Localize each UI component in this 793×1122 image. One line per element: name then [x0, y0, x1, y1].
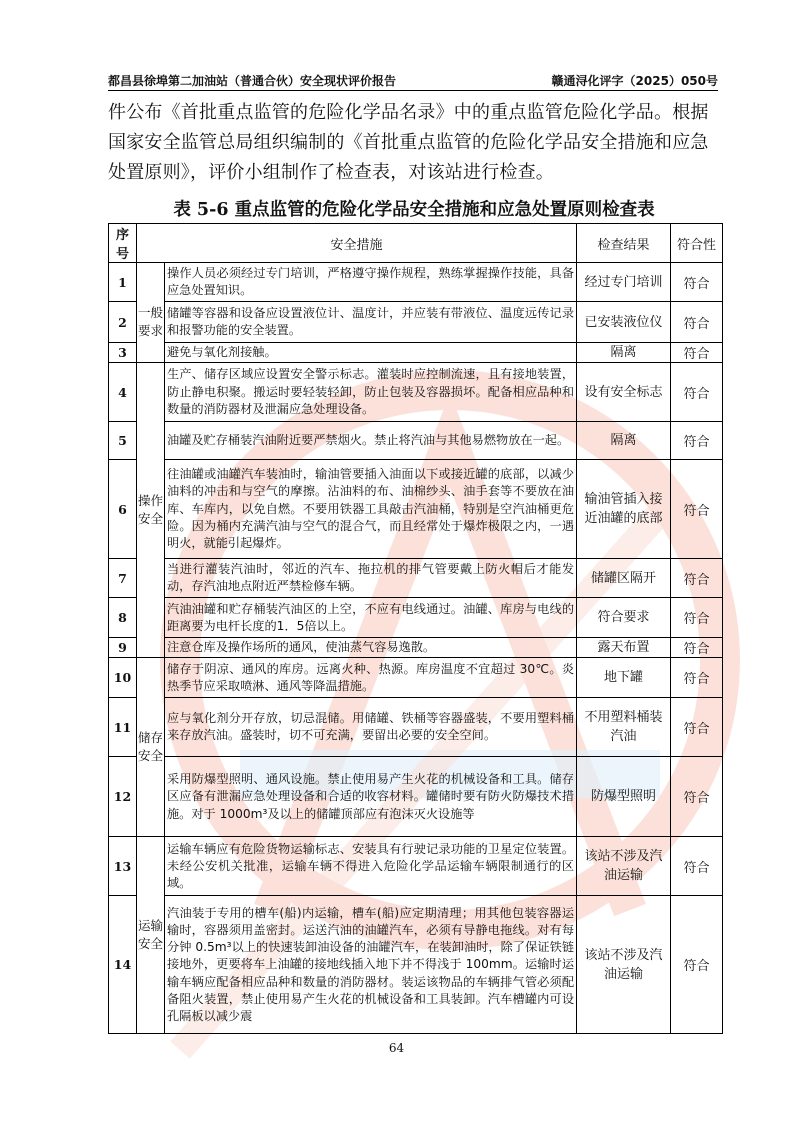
- row-result: 隔离: [577, 422, 671, 460]
- header-measure: 安全措施: [137, 224, 577, 263]
- table-row: [109, 343, 723, 363]
- row-measure: 汽油装于专用的槽车(船)内运输，槽车(船)应定期清理；用其他包装容器运输时，容器须用盖密封。运送汽油的油罐汽车，必须有导静电拖线。对有每分钟 0.5m³以上的快速装卸油设备的油罐汽车，在装卸油时，除了保证铁链接地外，更要将车上油罐的接地线插入地下并不得浅于 100mm。运输时运输车辆应配备相应品种和数量的消防器材。装运该物品的车辆排气管必须配备阻火装置，禁止使用易产生火花的机械设备和工具装卸。汽车槽罐内可设孔隔板以减少震: [165, 896, 577, 1034]
- page-header: [108, 70, 718, 91]
- header-seq: 序号: [109, 224, 137, 263]
- row-measure: 往油罐或油罐汽车装油时，输油管要插入油面以下或接近罐的底部，以减少油料的冲击和与空气的摩擦。沾油料的布、油棉纱头、油手套等不要放在油库、车库内，以免自燃。不要用铁器工具敲击汽油桶，特别是空汽油桶更危险。因为桶内充满汽油与空气的混合气，而且经常处于爆炸极限之内，一遇明火，就能引起爆炸。: [165, 460, 577, 559]
- row-measure: 应与氧化剂分开存放，切忌混储。用储罐、铁桶等容器盛装，不要用塑料桶来存放汽油。盛装时，切不可充满，要留出必要的安全空间。: [165, 698, 577, 757]
- row-no: 4: [109, 363, 137, 422]
- row-measure: 生产、储存区域应设置安全警示标志。灌装时应控制流速，且有接地装置，防止静电积聚。搬运时要轻装轻卸，防止包装及容器损坏。配备相应品种和数量的消防器材及泄漏应急处理设备。: [165, 363, 577, 422]
- row-no: 10: [109, 658, 137, 698]
- row-measure: 采用防爆型照明、通风设施。禁止使用易产生火花的机械设备和工具。储存区应备有泄漏应急处理设备和合适的收容材料。罐储时要有防火防爆技术措施。对于 1000m³及以上的储罐顶部应有泡沫灭火设施等: [165, 757, 577, 837]
- row-result: 符合要求: [577, 598, 671, 638]
- row-conformity: 符合: [671, 302, 723, 343]
- group-operation: [137, 363, 165, 658]
- row-conformity: 符合: [671, 757, 723, 837]
- row-no: 2: [109, 302, 137, 343]
- table-row: [109, 757, 723, 837]
- row-result: 不用塑料桶装汽油: [577, 698, 671, 757]
- table-header-row: [109, 224, 723, 263]
- row-result: 隔离: [577, 343, 671, 363]
- row-result: 该站不涉及汽油运输: [577, 837, 671, 896]
- group-label: 储存安全: [137, 730, 163, 764]
- row-conformity: 符合: [671, 658, 723, 698]
- row-no: 11: [109, 698, 137, 757]
- row-measure: 当进行灌装汽油时，邻近的汽车、拖拉机的排气管要戴上防火帽后才能发动，存汽油地点附近严禁检修车辆。: [165, 559, 577, 598]
- row-no: 12: [109, 757, 137, 837]
- table-row: [109, 698, 723, 757]
- report-number: 赣通浔化评字（2025）050号: [551, 74, 718, 88]
- row-conformity: 符合: [671, 698, 723, 757]
- row-measure: 储存于阴凉、通风的库房。远离火种、热源。库房温度不宜超过 30℃。炎热季节应采取喷淋、通风等降温措施。: [165, 658, 577, 698]
- row-result: 地下罐: [577, 658, 671, 698]
- row-conformity: 符合: [671, 598, 723, 638]
- row-measure: 运输车辆应有危险货物运输标志、安装具有行驶记录功能的卫星定位装置。未经公安机关批准，运输车辆不得进入危险化学品运输车辆限制通行的区域。: [165, 837, 577, 896]
- row-no: 8: [109, 598, 137, 638]
- row-no: 3: [109, 343, 137, 363]
- row-no: 5: [109, 422, 137, 460]
- table-caption: 表 5-6 重点监管的危险化学品安全措施和应急处置原则检查表: [173, 200, 655, 220]
- header-result: 检查结果: [577, 224, 671, 263]
- table-row: [109, 638, 723, 658]
- table-row: [109, 302, 723, 343]
- row-result: 防爆型照明: [577, 757, 671, 837]
- row-no: 14: [109, 896, 137, 1034]
- row-measure: 操作人员必须经过专门培训，严格遵守操作规程，熟练掌握操作技能，具备应急处置知识。: [165, 263, 577, 302]
- group-label: 一般要求: [137, 304, 163, 338]
- group-label: 运输安全: [137, 918, 163, 952]
- page-number: 64: [388, 1041, 405, 1055]
- row-result: 已安装液位仪: [577, 302, 671, 343]
- group-transport: [137, 837, 165, 1034]
- row-result: 输油管插入接近油罐的底部: [577, 460, 671, 559]
- table-row: [109, 263, 723, 302]
- row-conformity: 符合: [671, 343, 723, 363]
- row-conformity: 符合: [671, 638, 723, 658]
- intro-paragraph: 件公布《首批重点监管的危险化学品名录》中的重点监管危险化学品。根据国家安全监管总局组织编制的《首批重点监管的危险化学品安全措施和应急处置原则》，评价小组制作了检查表，对该站进行检查。: [108, 102, 709, 183]
- row-measure: 油罐及贮存桶装汽油附近要严禁烟火。禁止将汽油与其他易燃物放在一起。: [165, 422, 577, 460]
- row-result: 露天布置: [577, 638, 671, 658]
- report-title: 都昌县徐埠第二加油站（普通合伙）安全现状评价报告: [108, 74, 397, 88]
- row-conformity: 符合: [671, 559, 723, 598]
- row-no: 6: [109, 460, 137, 559]
- table-row: [109, 363, 723, 422]
- row-no: 9: [109, 638, 137, 658]
- row-conformity: 符合: [671, 460, 723, 559]
- group-storage: [137, 658, 165, 837]
- table-row: [109, 559, 723, 598]
- row-result: 设有安全标志: [577, 363, 671, 422]
- row-no: 1: [109, 263, 137, 302]
- row-measure: 汽油油罐和贮存桶装汽油区的上空，不应有电线通过。油罐、库房与电线的距离要为电杆长度的1．5倍以上。: [165, 598, 577, 638]
- row-measure: 储罐等容器和设备应设置液位计、温度计，并应装有带液位、温度远传记录和报警功能的安全装置。: [165, 302, 577, 343]
- row-conformity: 符合: [671, 837, 723, 896]
- row-no: 7: [109, 559, 137, 598]
- header-conformity: 符合性: [671, 224, 723, 263]
- row-measure: 避免与氧化剂接触。: [165, 343, 577, 363]
- group-label: 操作安全: [137, 493, 163, 527]
- group-general: [137, 263, 165, 363]
- row-result: 经过专门培训: [577, 263, 671, 302]
- table-row: [109, 658, 723, 698]
- table-row: [109, 896, 723, 1034]
- table-row: [109, 460, 723, 559]
- row-result: 该站不涉及汽油运输: [577, 896, 671, 1034]
- table-row: [109, 837, 723, 896]
- row-conformity: 符合: [671, 363, 723, 422]
- table-row: [109, 422, 723, 460]
- row-result: 储罐区隔开: [577, 559, 671, 598]
- row-no: 13: [109, 837, 137, 896]
- row-measure: 注意仓库及操作场所的通风，使油蒸气容易逸散。: [165, 638, 577, 658]
- row-conformity: 符合: [671, 422, 723, 460]
- row-conformity: 符合: [671, 896, 723, 1034]
- table-row: [109, 598, 723, 638]
- row-conformity: 符合: [671, 263, 723, 302]
- checklist-table: [108, 223, 723, 1034]
